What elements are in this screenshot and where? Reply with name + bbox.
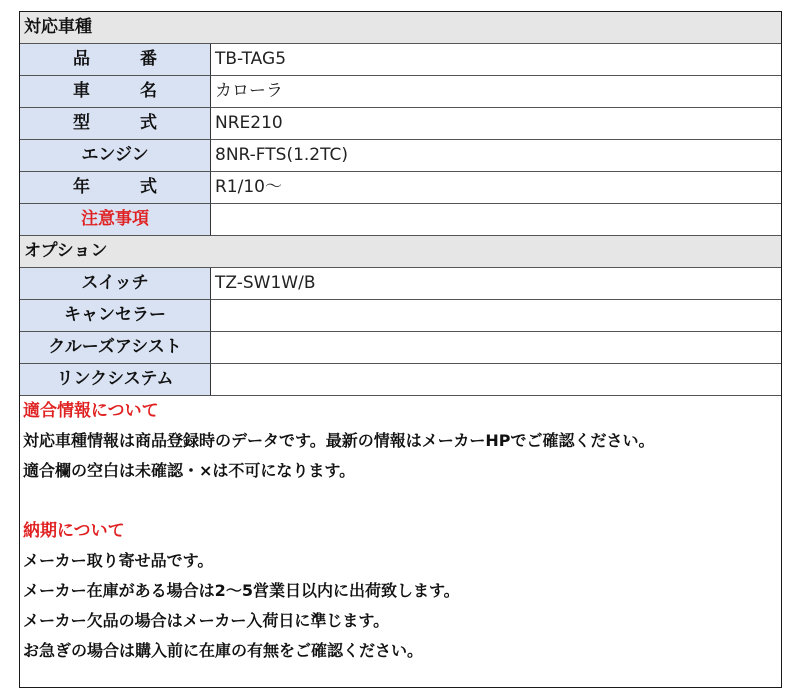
section-header-vehicle: 対応車種 (20, 12, 781, 44)
row-label-link-system: リンクシステム (20, 364, 211, 396)
row-value-car-name: カローラ (211, 76, 781, 108)
table-row (20, 364, 781, 396)
table-row (20, 172, 781, 204)
row-label-caution: 注意事項 (20, 204, 211, 236)
table-row (20, 268, 781, 300)
note-line: 対応車種情報は商品登録時のデータです。最新の情報はメーカーHPでご確認ください。 (23, 431, 655, 450)
notes-section (20, 396, 781, 666)
note-line: お急ぎの場合は購入前に在庫の有無をご確認ください。 (23, 641, 424, 660)
row-label-model-year: 年 式 (20, 172, 211, 204)
compat-heading: 適合情報について (23, 401, 159, 421)
row-label-part-number: 品 番 (20, 44, 211, 76)
row-label-cruise-assist: クルーズアシスト (20, 332, 211, 364)
note-line: メーカー取り寄せ品です。 (23, 551, 214, 570)
table-row (20, 76, 781, 108)
row-value-model-year: R1/10〜 (211, 172, 781, 204)
row-value-part-number: TB-TAG5 (211, 44, 781, 76)
note-line: メーカー在庫がある場合は2〜5営業日以内に出荷致します。 (23, 581, 460, 600)
row-value-link-system (211, 364, 781, 396)
table-row (20, 44, 781, 76)
row-value-canceller (211, 300, 781, 332)
section-header-options: オプション (20, 236, 781, 268)
note-line: 適合欄の空白は未確認・×は不可になります。 (23, 461, 356, 480)
row-label-model-code: 型 式 (20, 108, 211, 140)
row-label-canceller: キャンセラー (20, 300, 211, 332)
delivery-heading: 納期について (23, 521, 125, 541)
table-row (20, 140, 781, 172)
row-value-cruise-assist (211, 332, 781, 364)
table-row (20, 204, 781, 236)
spec-table (19, 11, 782, 688)
table-row (20, 300, 781, 332)
row-value-caution (211, 204, 781, 236)
row-label-car-name: 車 名 (20, 76, 211, 108)
row-label-switch: スイッチ (20, 268, 211, 300)
table-row (20, 108, 781, 140)
note-line: メーカー欠品の場合はメーカー入荷日に準じます。 (23, 611, 390, 630)
row-value-model-code: NRE210 (211, 108, 781, 140)
row-label-engine: エンジン (20, 140, 211, 172)
row-value-switch: TZ-SW1W/B (211, 268, 781, 300)
table-row (20, 332, 781, 364)
row-value-engine: 8NR-FTS(1.2TC) (211, 140, 781, 172)
spacer (20, 486, 781, 516)
